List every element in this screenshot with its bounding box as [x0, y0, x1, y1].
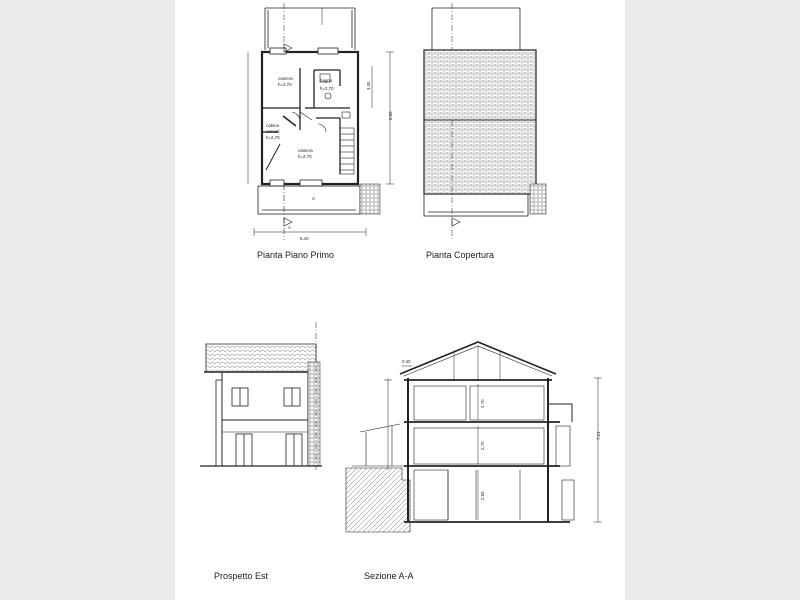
caption-roof-plan: Pianta Copertura	[426, 250, 495, 260]
room-height-camera-top: h=2,70	[278, 82, 292, 87]
windows-top	[270, 48, 338, 186]
section-dim-ground: 2.65	[480, 491, 485, 500]
section-interior	[414, 386, 544, 520]
room-height-bagno: h=2,70	[320, 86, 334, 91]
section-marker-side: A	[312, 196, 315, 201]
section-dim-height: 7.21	[596, 431, 601, 440]
section-marks	[284, 44, 292, 240]
elevation-facade	[222, 372, 308, 466]
roof-section-arrow	[452, 218, 460, 226]
plan-dim-height: 8.65	[388, 111, 393, 120]
room-label-camera-top: camera	[278, 76, 293, 81]
first-floor-plan	[248, 3, 394, 240]
bottom-terrace	[258, 184, 380, 214]
east-elevation	[200, 322, 322, 470]
section-dim-roof: 0.40	[402, 359, 411, 364]
room-label-armadi: armadi	[266, 129, 280, 134]
staircase	[340, 128, 354, 174]
plan-room-labels	[266, 76, 393, 241]
elevation-hedge	[308, 362, 320, 466]
elevation-lower-doors	[236, 434, 302, 466]
section-dim-floor1: 2.70	[480, 399, 485, 408]
caption-section-a-a: Sezione A-A	[364, 571, 414, 581]
roof-tiles-area	[424, 50, 536, 194]
room-label-camera-main: camera	[298, 148, 313, 153]
elevation-upper-windows	[232, 388, 300, 406]
doors	[266, 112, 326, 170]
plan-dim-bottom: 6.40	[300, 236, 309, 241]
section-dimensions	[384, 366, 602, 522]
top-balcony	[265, 3, 355, 50]
section-dim-floor2: 2.70	[480, 441, 485, 450]
section-marker-bottom: A	[288, 225, 291, 230]
section-terrain	[346, 468, 410, 532]
roof-plan	[424, 3, 546, 240]
room-height-camera-main: h=2,70	[298, 154, 312, 159]
room-height-cabina: h=2,70	[266, 135, 280, 140]
plan-dim-side: 3.30	[366, 81, 371, 90]
roof-top-balcony	[432, 3, 520, 50]
room-label-bagno: bagno	[320, 78, 333, 83]
room-label-cabina: cabina	[266, 123, 279, 128]
section-canopy	[352, 424, 404, 466]
caption-east-elevation: Prospetto Est	[214, 571, 269, 581]
section-slabs	[404, 380, 570, 522]
caption-first-floor-plan: Pianta Piano Primo	[257, 250, 335, 260]
section-a-a	[346, 342, 602, 532]
elevation-roof	[206, 344, 316, 372]
